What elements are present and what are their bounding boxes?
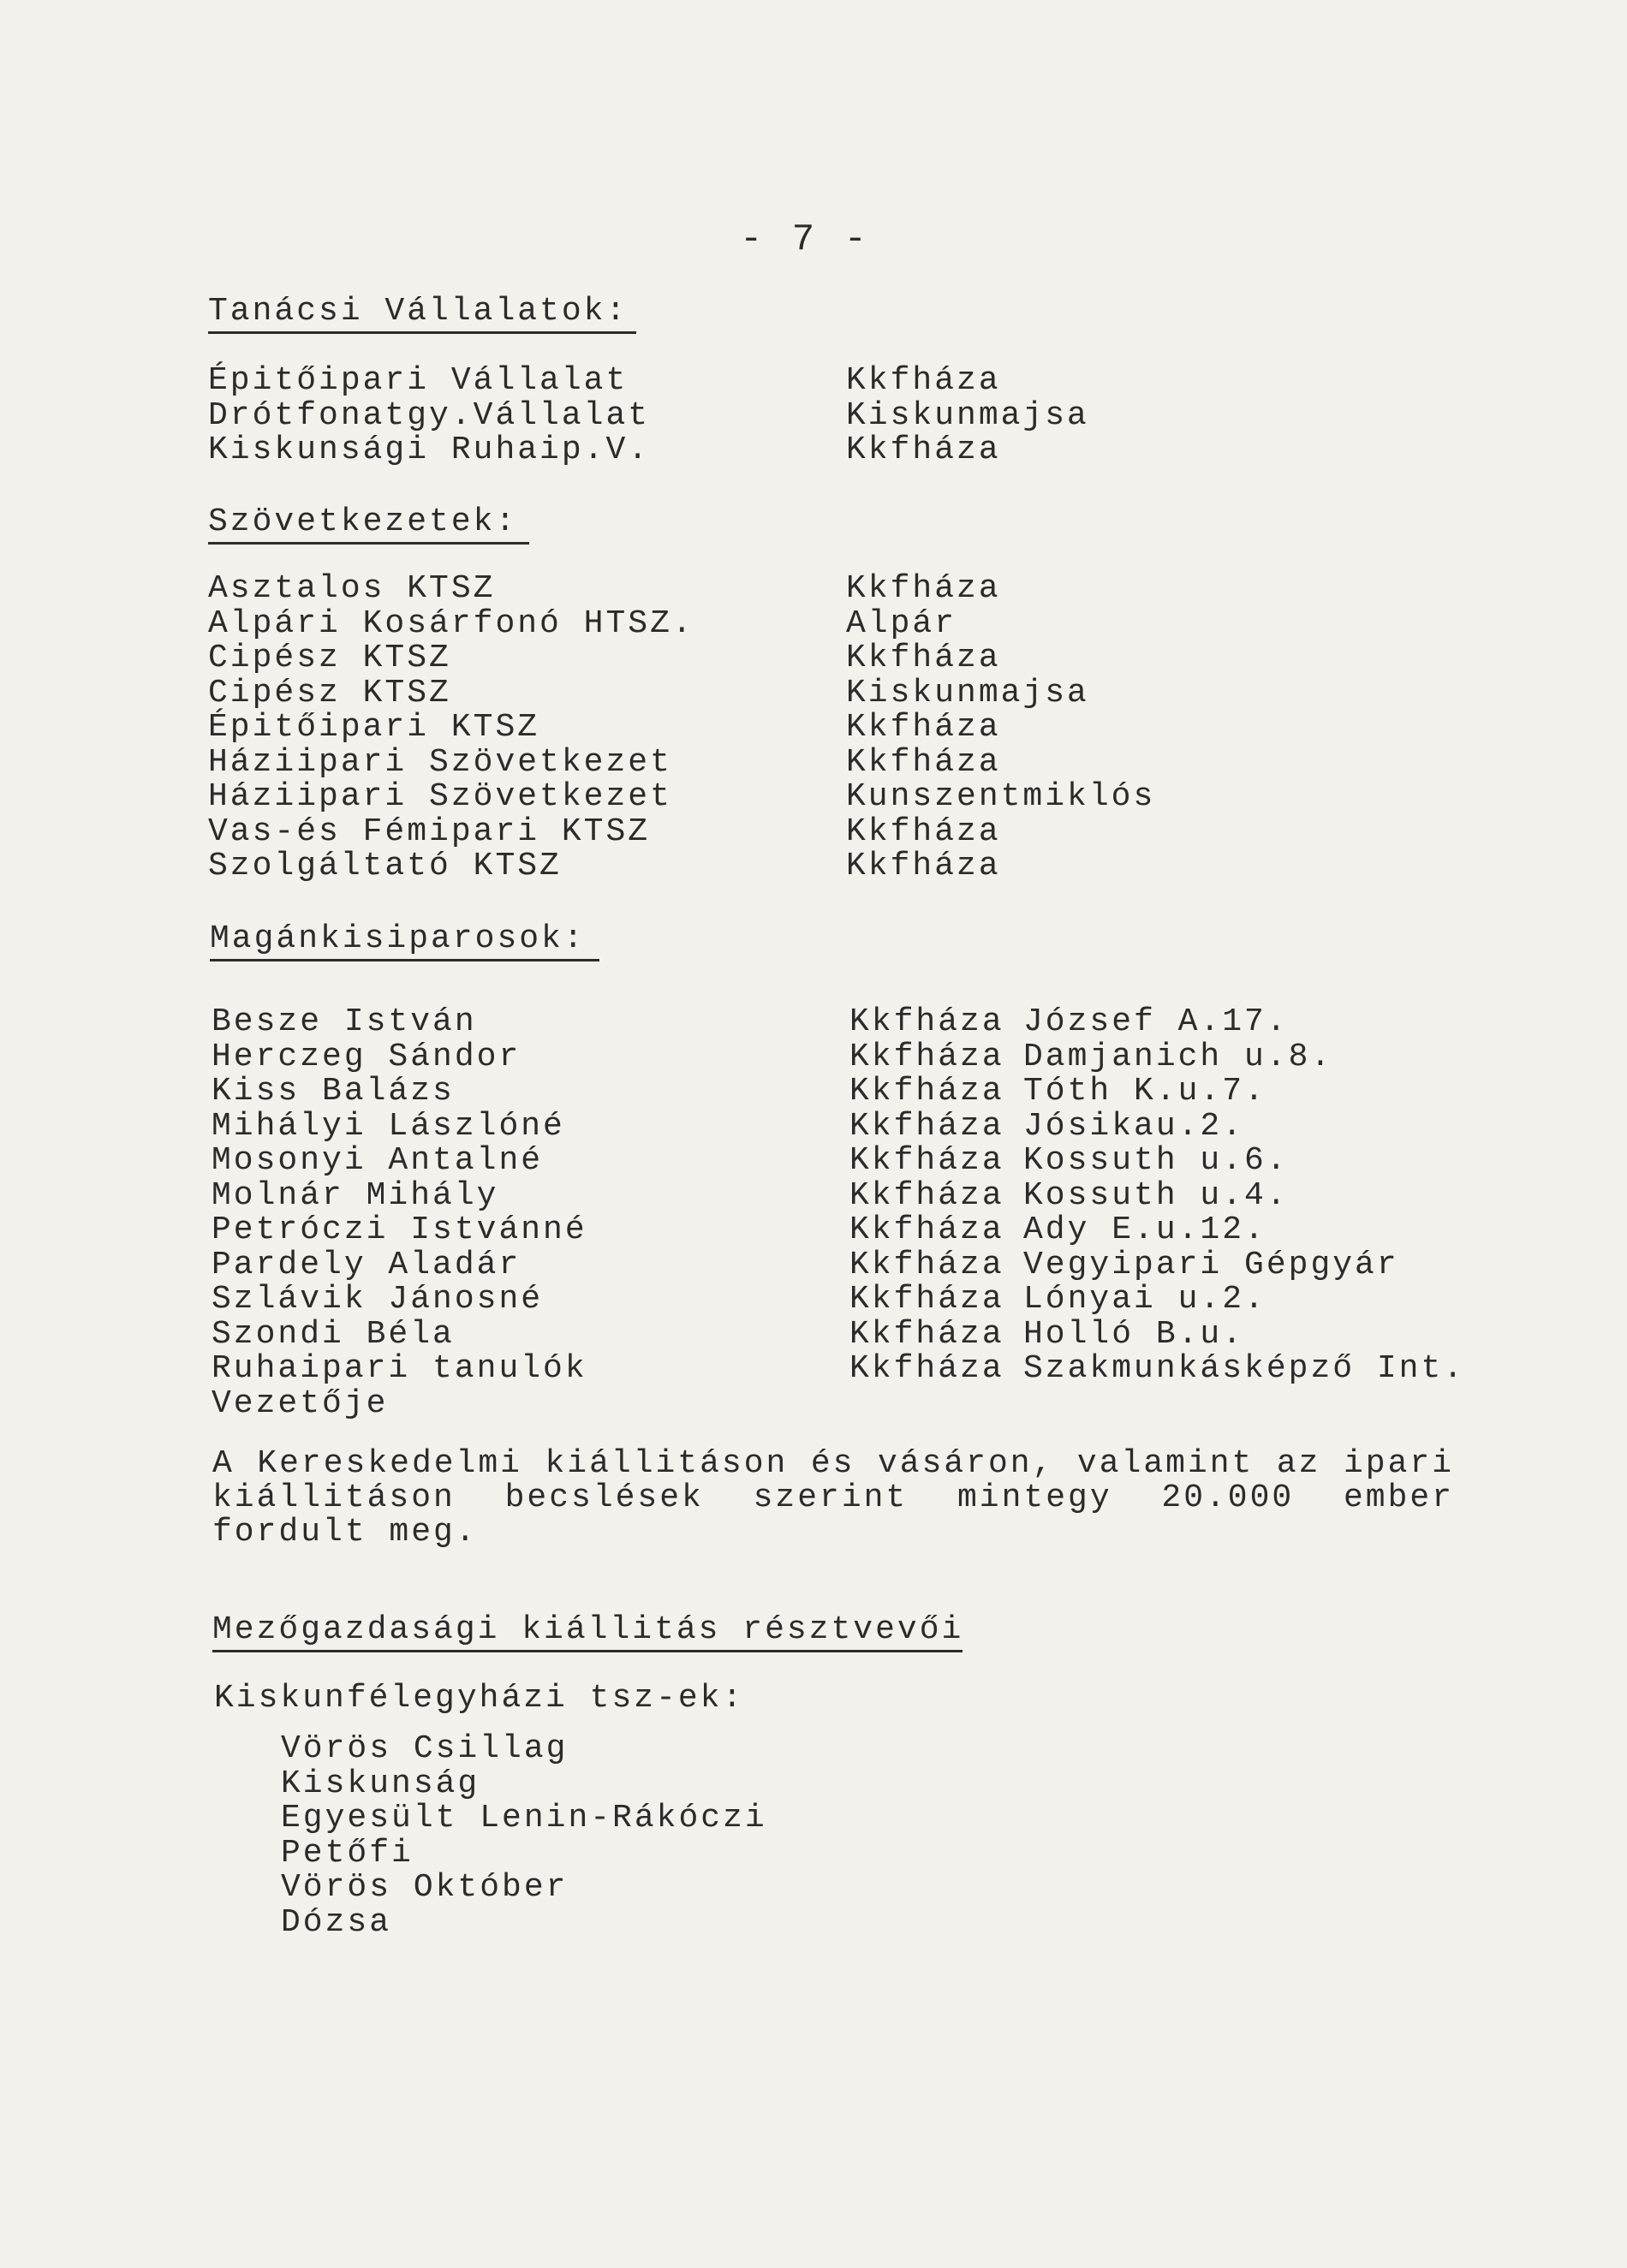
section-heading-mezogazdasagi: Mezőgazdasági kiállitás résztvevői bbox=[212, 1611, 962, 1652]
page-number: - 7 - bbox=[739, 218, 871, 261]
section-heading-tanacsi: Tanácsi Vállalatok: bbox=[208, 293, 636, 334]
section-heading-magankisiparosok: Magánkisiparosok: bbox=[210, 920, 599, 961]
section-heading-szovetkezetek: Szövetkezetek: bbox=[208, 503, 529, 545]
tsz-intro: Kiskunfélegyházi tsz-ek: bbox=[214, 1680, 745, 1717]
body-paragraph: A Kereskedelmi kiállitáson és vásáron, valamint az ipari kiállitáson becslések szerint mintegy 20.000 ember fordult meg. bbox=[212, 1445, 1454, 1551]
